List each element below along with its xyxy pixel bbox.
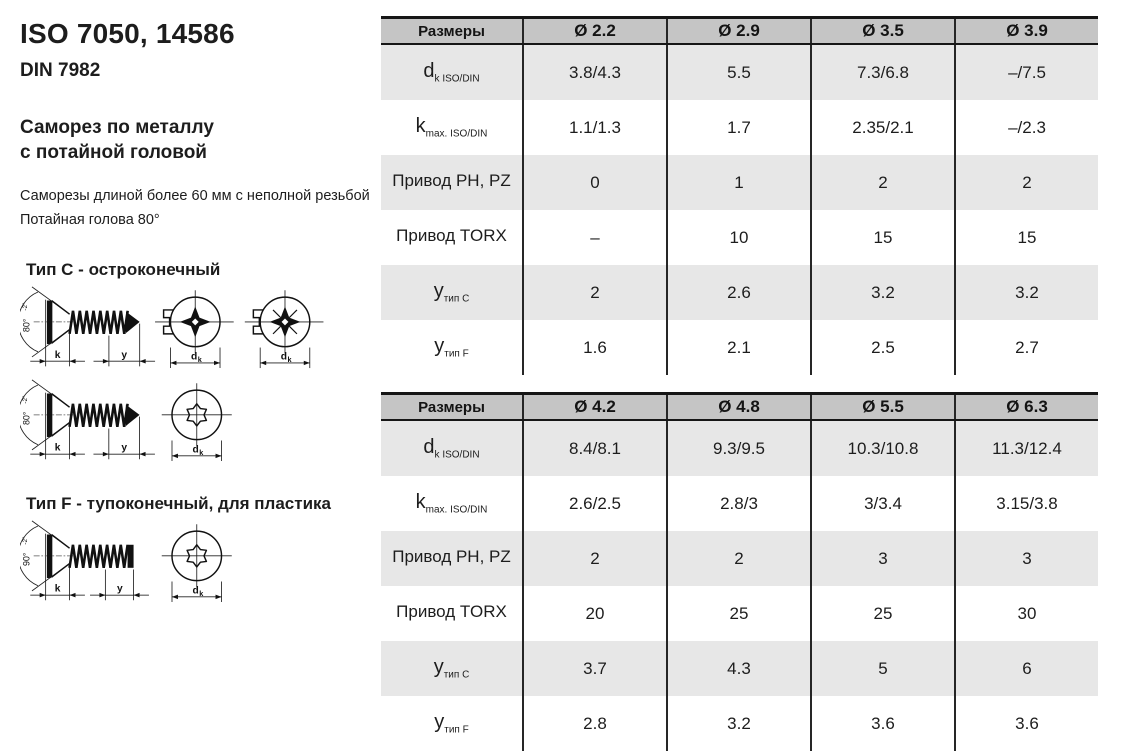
value-cell: 3.6 [811,696,955,751]
table-row [381,476,1098,531]
value-cell: 10 [667,210,811,265]
product-name-line1: Саморез по металлу [20,117,214,138]
dim-y-label: y [121,350,128,362]
column-header-sizes: Размеры [381,18,523,45]
dim-y-label: y [117,583,123,595]
angle-tolerance-label: -2° [21,535,29,545]
value-cell: 3.7 [523,641,667,696]
angle-tolerance-label: -2° [21,302,29,311]
column-header-diameter: Ø 3.9 [955,18,1098,45]
value-cell: 2.6/2.5 [523,476,667,531]
angle-label: 80° [21,318,32,333]
value-cell: 1.7 [667,100,811,155]
value-cell: 3/3.4 [811,476,955,531]
column-header-diameter: Ø 2.9 [667,18,811,45]
row-label: $k_{max. ISO/DIN}$ [415,491,488,516]
column-header-diameter: Ø 4.8 [667,394,811,421]
column-header-sizes: Размеры [381,394,523,421]
dim-dk-label: d [280,351,287,363]
table-row [381,210,1098,265]
value-cell: 10.3/10.8 [811,420,955,476]
din-standard: DIN 7982 [20,60,101,81]
dim-k-label: k [54,350,61,362]
value-cell: 7.3/6.8 [811,44,955,100]
value-cell: 2 [523,265,667,320]
torx-head-view [162,384,232,462]
value-cell: 1.1/1.3 [523,100,667,155]
screw-side-view [20,520,149,599]
column-header-diameter: Ø 6.3 [955,394,1098,421]
value-cell: 3.15/3.8 [955,476,1098,531]
dim-y-label: y [121,443,128,455]
value-cell: 8.4/8.1 [523,420,667,476]
type-f-heading: Тип F - тупоконечный, для пластика [26,493,331,513]
value-cell: 2.6 [667,265,811,320]
type-f-drawing-torx [20,520,248,607]
dim-dk-sub-label: k [199,448,204,458]
page-title: ISO 7050, 14586 [20,18,235,49]
product-name-line2: с потайной головой [20,141,207,163]
dim-dk-label: d [192,584,199,596]
type-c-drawing-torx [20,379,248,466]
ph-head-view [155,290,234,368]
row-label: Привод PH, PZ [381,155,523,210]
row-label: $y_{тип F}$ [434,335,469,360]
product-name [20,116,381,165]
dimensions-table-small [381,16,1098,375]
value-cell: 2.7 [955,320,1098,375]
table-row [381,531,1098,586]
dim-dk-sub-label: k [287,355,292,365]
value-cell: 11.3/12.4 [955,420,1098,476]
row-label: Привод PH, PZ [381,531,523,586]
table-row [381,100,1098,155]
value-cell: –/7.5 [955,44,1098,100]
table-row [381,44,1098,100]
value-cell: 3 [811,531,955,586]
value-cell: 2 [523,531,667,586]
value-cell: 3.2 [811,265,955,320]
value-cell: 0 [523,155,667,210]
row-label: $k_{max. ISO/DIN}$ [415,115,488,140]
value-cell: 2 [955,155,1098,210]
type-c-heading: Тип C - остроконечный [26,260,221,280]
value-cell: 3 [955,531,1098,586]
value-cell: 2.8 [523,696,667,751]
table-row [381,420,1098,476]
row-label: $y_{тип C}$ [381,265,523,320]
row-label: Привод TORX [396,602,507,622]
value-cell: 9.3/9.5 [667,420,811,476]
dim-dk-sub-label: k [199,588,204,598]
description-line2: Потайная голова 80° [20,212,160,229]
dim-dk-label: d [192,444,199,456]
screw-pointed-tip [126,312,140,333]
table-header-row [381,18,1098,45]
angle-label: 80° [21,411,32,426]
torx-head-view [162,524,232,602]
row-label: $d_{k ISO/DIN}$ [381,44,523,100]
row-label: $d_{k ISO/DIN}$ [381,420,523,476]
table-row [381,320,1098,375]
value-cell: 2.1 [667,320,811,375]
angle-tolerance-label: -2° [21,395,29,405]
dim-dk-label: d [190,351,198,363]
value-cell: 5 [811,641,955,696]
value-cell: – [523,210,667,265]
description-line1: Саморезы длиной более 60 мм с неполной резьбой [20,188,370,205]
value-cell: 3.2 [667,696,811,751]
value-cell: 30 [955,586,1098,641]
value-cell: 5.5 [667,44,811,100]
dimensions-table-large [381,392,1098,751]
value-cell: –/2.3 [955,100,1098,155]
value-cell: 15 [955,210,1098,265]
screw-side-view [20,380,155,459]
column-header-diameter: Ø 3.5 [811,18,955,45]
value-cell: 20 [523,586,667,641]
tables-panel [381,0,1133,751]
column-header-diameter: Ø 2.2 [523,18,667,45]
table-header-row [381,394,1098,421]
value-cell: 4.3 [667,641,811,696]
value-cell: 2 [667,531,811,586]
type-c-drawing-ph-pz [20,286,332,373]
value-cell: 25 [811,586,955,641]
value-cell: 2 [811,155,955,210]
value-cell: 2.35/2.1 [811,100,955,155]
table-row [381,155,1098,210]
dim-k-label: k [54,443,61,455]
column-header-diameter: Ø 4.2 [523,394,667,421]
value-cell: 3.6 [955,696,1098,751]
table-row [381,696,1098,751]
value-cell: 3.8/4.3 [523,44,667,100]
angle-label: 90° [21,552,32,566]
table-row [381,586,1098,641]
left-panel [0,0,381,751]
row-label: $y_{тип F}$ [434,711,469,736]
value-cell: 2.5 [811,320,955,375]
table-row [381,265,1098,320]
value-cell: 25 [667,586,811,641]
row-label: Привод TORX [396,226,507,246]
screw-blunt-tip [128,544,134,567]
table-row [381,641,1098,696]
dim-k-label: k [54,583,61,595]
screw-pointed-tip [126,405,140,426]
value-cell: 15 [811,210,955,265]
value-cell: 1.6 [523,320,667,375]
value-cell: 1 [667,155,811,210]
value-cell: 2.8/3 [667,476,811,531]
pz-head-view [245,290,324,368]
value-cell: 3.2 [955,265,1098,320]
screw-side-view [20,287,155,366]
column-header-diameter: Ø 5.5 [811,394,955,421]
value-cell: 6 [955,641,1098,696]
dim-dk-sub-label: k [197,355,202,365]
row-label: $y_{тип C}$ [381,641,523,696]
